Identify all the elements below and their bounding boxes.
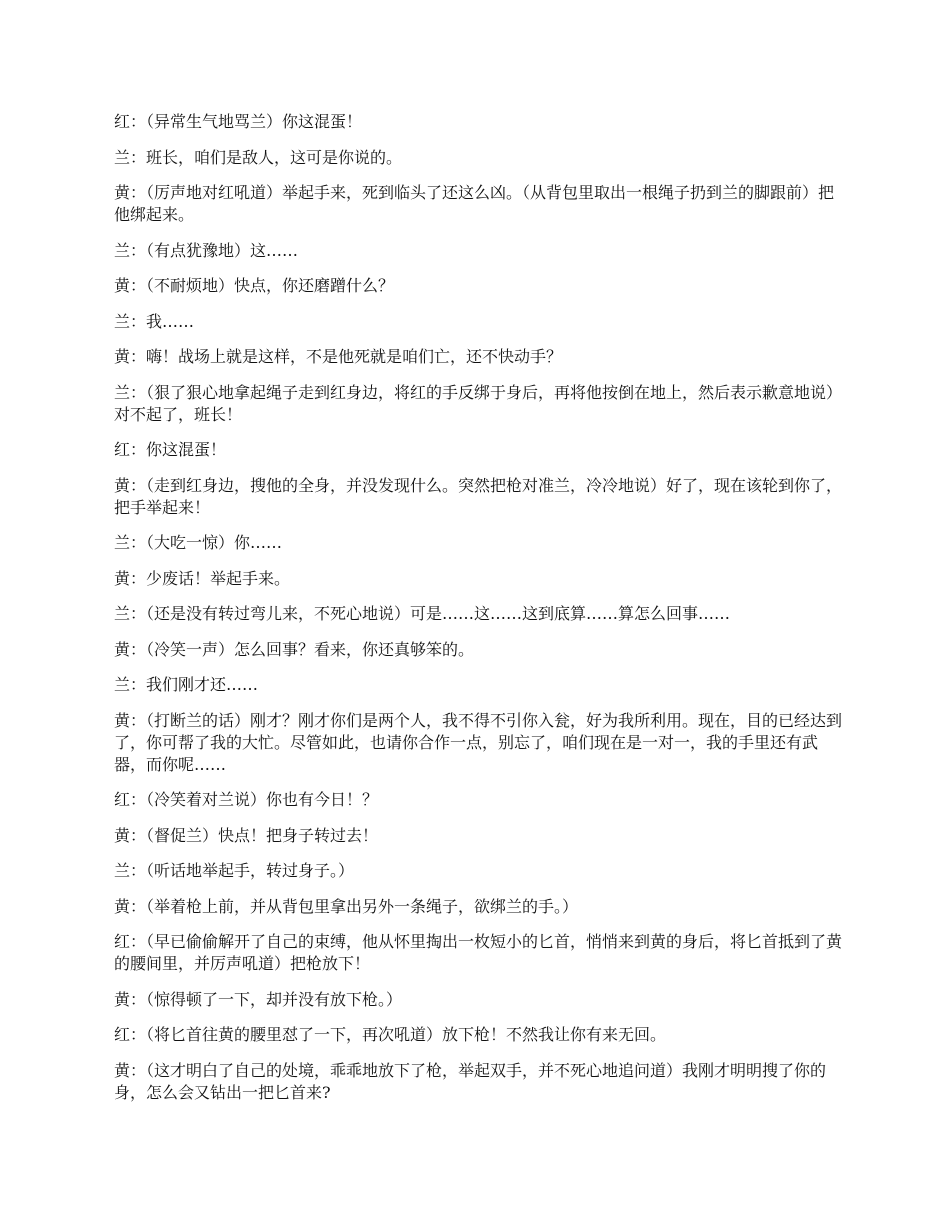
dialogue-line: 红：（早已偷偷解开了自己的束缚，他从怀里掏出一枚短小的匕首，悄悄来到黄的身后，将匕首抵到了黄的腰间里，并厉声吼道）把枪放下！ [114, 932, 843, 973]
dialogue-line: 黄：（打断兰的话）刚才？刚才你们是两个人，我不得不引你入瓮，好为我所利用。现在，目的已经达到了，你可帮了我的大忙。尽管如此，也请你合作一点，别忘了，咱们现在是一对一，我的手里还有武器，而你呢…… [114, 710, 843, 774]
dialogue-line: 黄：（不耐烦地）快点，你还磨蹭什么？ [114, 276, 395, 295]
dialogue-line: 黄：（督促兰）快点！把身子转过去！ [114, 825, 379, 845]
dialogue-line: 兰：（大吃一惊）你…… [114, 533, 283, 552]
dialogue-line: 兰：（有点犹豫地）这…… [114, 240, 299, 260]
dialogue-line: 黄：（惊得顿了一下，却并没有放下枪。） [114, 989, 403, 1009]
dialogue-line: 兰：我…… [114, 311, 195, 331]
script-text-body [114, 111, 842, 1117]
dialogue-line: 红：（异常生气地骂兰）你这混蛋！ [114, 112, 363, 131]
dialogue-line: 红：（冷笑着对兰说）你也有今日！？ [114, 790, 379, 809]
dialogue-line: 黄：少废话！举起手来。 [114, 568, 291, 588]
dialogue-line: 黄：（厉声地对红吼道）举起手来，死到临头了还这么凶。（从背包里取出一根绳子扔到兰的脚跟前）把他绑起来。 [114, 183, 835, 224]
dialogue-line: 兰：班长，咱们是敌人，这可是你说的。 [114, 147, 403, 167]
dialogue-line: 兰：（狠了狠心地拿起绳子走到红身边，将红的手反绑于身后，再将他按倒在地上，然后表示歉意地说）对不起了，班长！ [114, 382, 843, 424]
dialogue-line: 红：（将匕首往黄的腰里怼了一下，再次吼道）放下枪！不然我让你有来无回。 [114, 1025, 667, 1044]
dialogue-line: 黄：（举着枪上前，并从背包里拿出另外一条绳子，欲绑兰的手。） [114, 896, 579, 916]
dialogue-line: 黄：嗨！战场上就是这样，不是他死就是咱们亡，还不快动手？ [114, 347, 563, 366]
dialogue-line: 黄：（走到红身边，搜他的全身，并没发现什么。突然把枪对准兰，冷冷地说）好了，现在该轮到你了，把手举起来！ [114, 475, 843, 517]
dialogue-line: 黄：（冷笑一声）怎么回事？看来，你还真够笨的。 [114, 639, 475, 659]
dialogue-line: 兰：我们刚才还…… [114, 675, 259, 694]
dialogue-line: 兰：（听话地举起手，转过身子。） [114, 861, 355, 880]
dialogue-line: 红：你这混蛋！ [114, 440, 227, 459]
dialogue-line: 黄：（这才明白了自己的处境，乖乖地放下了枪，举起双手，并不死心地追问道）我刚才明明搜了你的身，怎么会又钻出一把匕首来? [114, 1060, 827, 1102]
dialogue-line: 兰：（还是没有转过弯儿来，不死心地说）可是……这……这到底算……算怎么回事…… [114, 604, 731, 623]
